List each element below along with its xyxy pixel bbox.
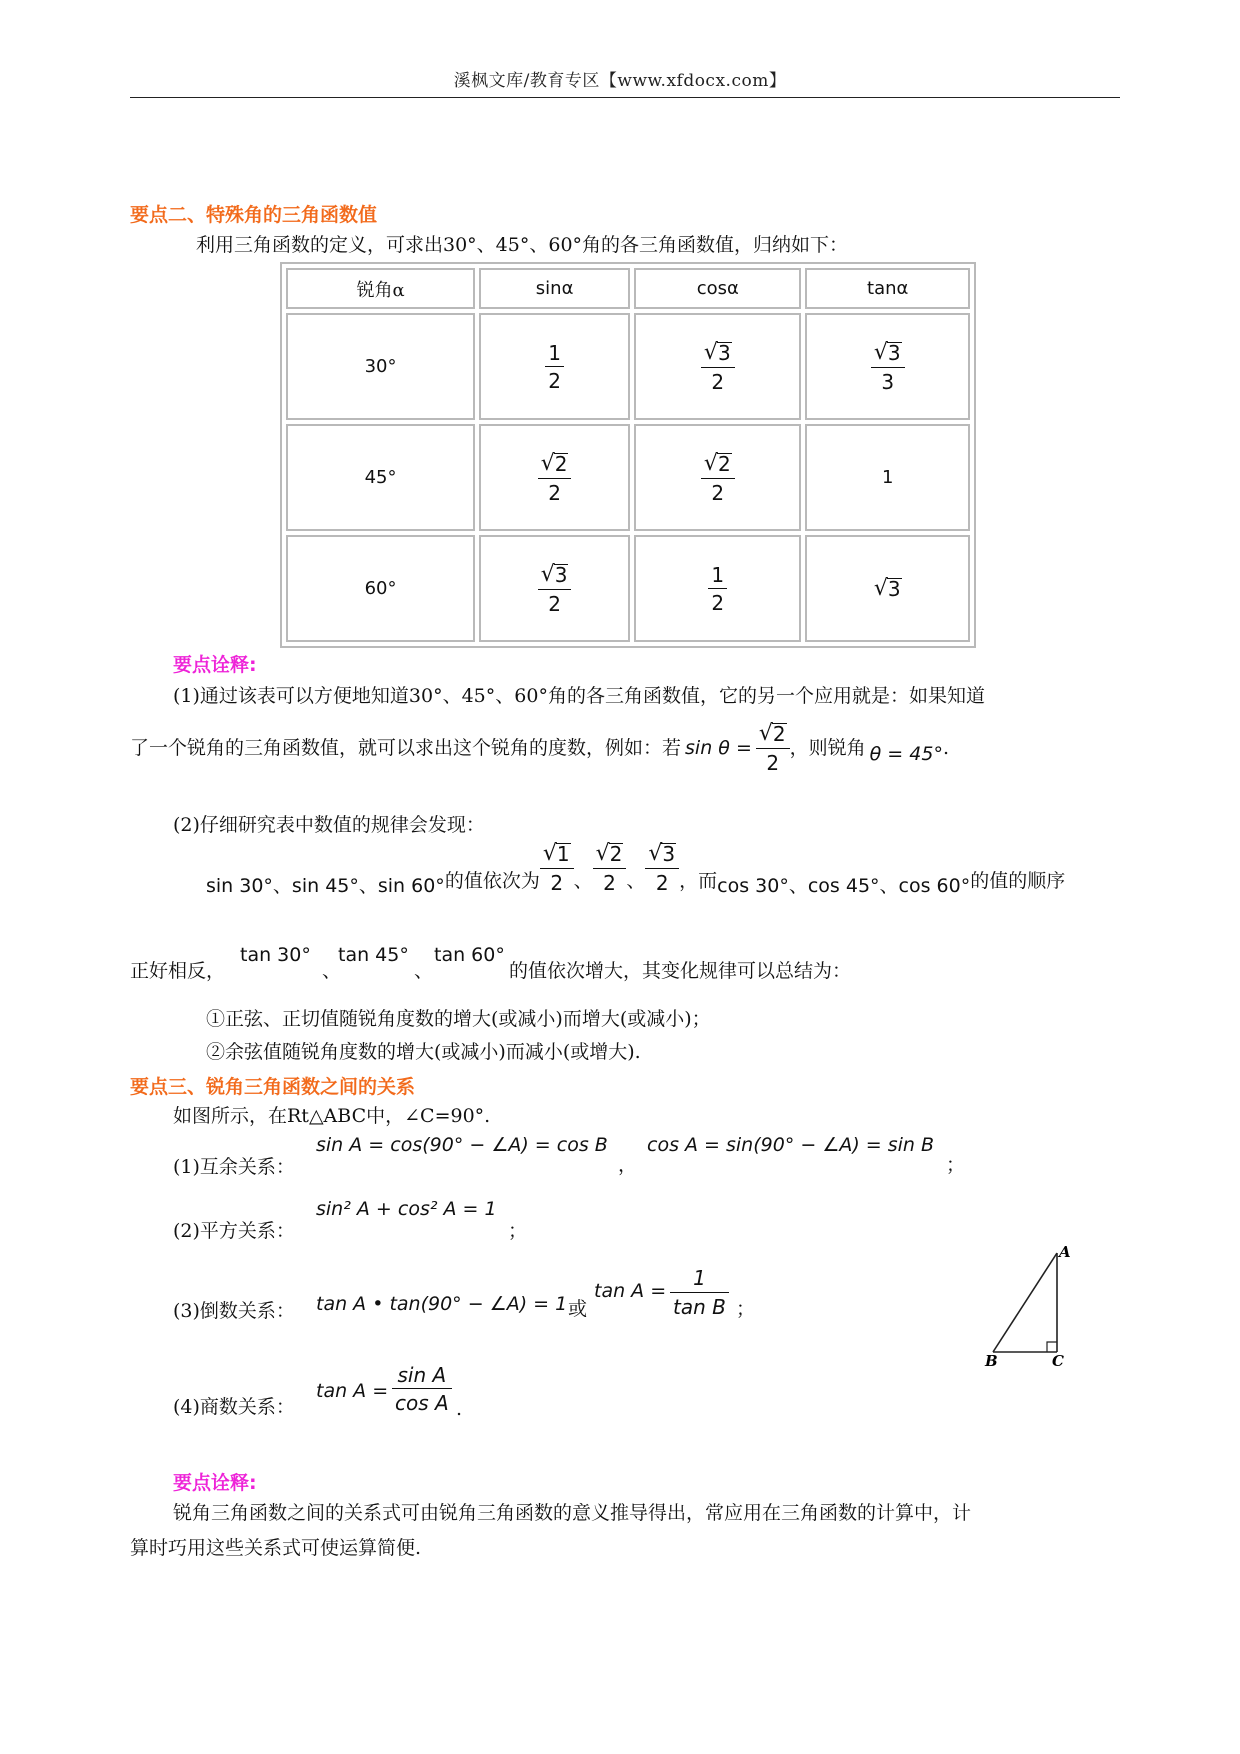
- sqrt1-over-2: √ 1 2: [540, 842, 574, 894]
- angle-cell: 60°: [286, 535, 475, 642]
- separator: .: [456, 1398, 463, 1420]
- tan-cell: √ 3: [805, 535, 970, 642]
- separator: ，: [618, 1154, 638, 1176]
- tan-cell: 1: [805, 424, 970, 531]
- relation-4-label: (4)商数关系：: [173, 1396, 295, 1418]
- sin-cell: √ 3 2: [479, 535, 630, 642]
- text-segment: ，则锐角: [789, 737, 866, 759]
- separator: ；: [736, 1298, 756, 1320]
- sin-list: sin 30°、sin 45°、sin 60°: [206, 875, 445, 897]
- tan30: tan 30°: [240, 944, 311, 966]
- triangle-diagram: [985, 1243, 1071, 1370]
- note-title-1: 要点诠释:: [173, 654, 257, 676]
- text-segment: 正好相反，: [130, 960, 226, 982]
- cos-list: cos 30°、cos 45°、cos 60°: [717, 875, 971, 897]
- separator: 、: [322, 960, 342, 982]
- separator: 、: [573, 870, 593, 892]
- rule-2: ②余弦值随锐角度数的增大(或减小)而减小(或增大).: [206, 1041, 641, 1063]
- relation-3-formula-2-lhs: tan A =: [594, 1280, 667, 1302]
- sin-cell: $\frac{1}{2}$: [479, 313, 630, 420]
- or-text: 或: [568, 1298, 588, 1320]
- note-paragraph-1b: [130, 722, 949, 774]
- vertex-c-label: C: [1052, 1352, 1064, 1370]
- rule-1: ①正弦、正切值随锐角度数的增大(或减小)而增大(或减小)；: [206, 1008, 711, 1030]
- angle-cell: 30°: [286, 313, 475, 420]
- text-segment: 的值依次为: [444, 870, 540, 892]
- tan60: tan 60°: [434, 944, 505, 966]
- relation-2-formula: sin² A + cos² A = 1: [316, 1198, 497, 1220]
- separator: ；: [946, 1154, 966, 1176]
- note-paragraph-2: (2)仔细研究表中数值的规律会发现：: [173, 814, 485, 836]
- table-row: [286, 313, 970, 420]
- col-header-angle: 锐角α: [286, 268, 475, 309]
- right-triangle-figure: [985, 1243, 1071, 1372]
- relation-1-label: (1)互余关系：: [173, 1156, 295, 1178]
- note-title-2: 要点诠释:: [173, 1472, 257, 1494]
- page-header: 溪枫文库/教育专区【www.xfdocx.com】: [453, 71, 787, 91]
- header-divider: [130, 97, 1120, 98]
- relation-4-lhs: tan A =: [316, 1380, 389, 1402]
- tan45: tan 45°: [338, 944, 409, 966]
- relation-4-fraction: $\frac{\text{sin A}}{\text{cos A}}$: [392, 1364, 452, 1414]
- sin-theta-formula: sin θ =: [685, 737, 752, 759]
- text-segment: 了一个锐角的三角函数值，就可以求出这个锐角的度数，例如：若: [130, 737, 682, 759]
- sin-values-line: [206, 841, 1066, 897]
- hypotenuse-ab: [993, 1253, 1057, 1352]
- sqrt3-over-2: √ 3 2: [645, 842, 679, 894]
- tan-cell: √ 3 3: [805, 313, 970, 420]
- note-paragraph-3a: 锐角三角函数之间的关系式可由锐角三角函数的意义推导得出，常应用在三角函数的计算中，计: [173, 1502, 972, 1524]
- relation-1-formula-2: cos A = sin(90° − ∠A) = sin B: [647, 1134, 935, 1156]
- sqrt2-over-2: √ 2 2: [593, 842, 627, 894]
- text-segment: .: [942, 737, 949, 759]
- sin-cell: √ 2 2: [479, 424, 630, 531]
- separator: 、: [626, 870, 646, 892]
- section3-title: 要点三、锐角三角函数之间的关系: [130, 1076, 416, 1098]
- angle-cell: 45°: [286, 424, 475, 531]
- cos-cell: √ 3 2: [634, 313, 801, 420]
- col-header-cos: cosα: [634, 268, 801, 309]
- vertex-a-label: A: [1059, 1243, 1071, 1261]
- sqrt2-over-2: √ 2 2: [756, 722, 790, 774]
- separator: ；: [508, 1220, 528, 1242]
- trig-values-table: [280, 262, 976, 648]
- text-segment: ，而: [679, 870, 718, 892]
- col-header-sin: sinα: [479, 268, 630, 309]
- relation-3-label: (3)倒数关系：: [173, 1300, 295, 1322]
- section2-title: 要点二、特殊角的三角函数值: [130, 204, 378, 226]
- table-row: [286, 535, 970, 642]
- vertex-b-label: B: [985, 1352, 998, 1370]
- relation-2-label: (2)平方关系：: [173, 1220, 295, 1242]
- cos-cell: √ 2 2: [634, 424, 801, 531]
- text-segment: 的值依次增大，其变化规律可以总结为：: [509, 960, 852, 982]
- section2-intro: 利用三角函数的定义，可求出30°、45°、60°角的各三角函数值，归纳如下：: [196, 234, 849, 256]
- cos-cell: $\frac{1}{2}$: [634, 535, 801, 642]
- right-angle-mark: [1047, 1342, 1057, 1352]
- col-header-tan: tanα: [805, 268, 970, 309]
- table-row: [286, 424, 970, 531]
- relation-1-formula-1: sin A = cos(90° − ∠A) = cos B: [316, 1134, 608, 1156]
- note-paragraph-1a: (1)通过该表可以方便地知道30°、45°、60°角的各三角函数值，它的另一个应用就是：如果知道: [173, 685, 985, 707]
- section3-intro: 如图所示，在Rt△ABC中，∠C=90°.: [173, 1105, 491, 1127]
- relation-3-formula-1: tan A • tan(90° − ∠A) = 1: [316, 1293, 568, 1315]
- note-paragraph-3b: 算时巧用这些关系式可使运算简便.: [130, 1537, 422, 1559]
- relation-3-fraction: $\frac{1}{\text{tan B}}$: [670, 1268, 729, 1318]
- theta-value: θ = 45°: [869, 743, 943, 765]
- text-segment: 的值的顺序: [970, 870, 1066, 892]
- table-header-row: [286, 268, 970, 309]
- separator: 、: [414, 960, 434, 982]
